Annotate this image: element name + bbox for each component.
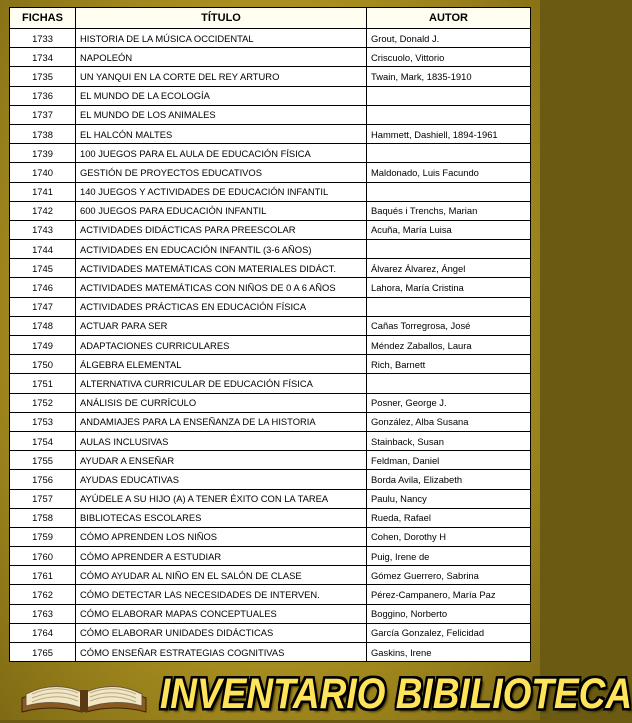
banner-title: INVENTARIO BIBILIOTECA [160, 670, 632, 718]
table-row [10, 393, 531, 412]
ficha-cell: 1743 [10, 220, 76, 239]
titulo-cell: CÓMO APRENDEN LOS NIÑOS [76, 527, 367, 546]
ficha-cell: 1758 [10, 508, 76, 527]
table-row [10, 355, 531, 374]
titulo-cell: ANÁLISIS DE CURRÍCULO [76, 393, 367, 412]
titulo-cell: ACTIVIDADES MATEMÁTICAS CON NIÑOS DE 0 A 6 AÑOS [76, 278, 367, 297]
autor-cell: Rich, Barnett [367, 355, 531, 374]
titulo-cell: ACTIVIDADES EN EDUCACIÓN INFANTIL (3-6 AÑOS) [76, 240, 367, 259]
ficha-cell: 1765 [10, 643, 76, 662]
table-row [10, 643, 531, 662]
autor-cell: Criscuolo, Vittorio [367, 48, 531, 67]
autor-cell: Acuña, María Luisa [367, 220, 531, 239]
titulo-cell: NAPOLEÓN [76, 48, 367, 67]
autor-cell: Stainback, Susan [367, 431, 531, 450]
autor-cell: Hammett, Dashiell, 1894-1961 [367, 124, 531, 143]
table-row [10, 336, 531, 355]
ficha-cell: 1742 [10, 201, 76, 220]
ficha-cell: 1751 [10, 374, 76, 393]
autor-cell: Feldman, Daniel [367, 451, 531, 470]
table-header-row [10, 8, 531, 29]
titulo-cell: HISTORIA DE LA MÚSICA OCCIDENTAL [76, 29, 367, 48]
table-row [10, 86, 531, 105]
ficha-cell: 1762 [10, 585, 76, 604]
ficha-cell: 1761 [10, 566, 76, 585]
table-row [10, 29, 531, 48]
inventory-table [9, 7, 531, 662]
table-row [10, 297, 531, 316]
ficha-cell: 1735 [10, 67, 76, 86]
autor-cell: Lahora, María Cristina [367, 278, 531, 297]
autor-cell [367, 144, 531, 163]
autor-cell: Twain, Mark, 1835-1910 [367, 67, 531, 86]
table-row [10, 278, 531, 297]
table-row [10, 105, 531, 124]
autor-cell: Gaskins, Irene [367, 643, 531, 662]
table-row [10, 412, 531, 431]
autor-cell: Paulu, Nancy [367, 489, 531, 508]
titulo-cell: CÓMO APRENDER A ESTUDIAR [76, 547, 367, 566]
table-row [10, 508, 531, 527]
ficha-cell: 1750 [10, 355, 76, 374]
table-row [10, 48, 531, 67]
table-row [10, 316, 531, 335]
autor-cell: Posner, George J. [367, 393, 531, 412]
autor-cell: Boggino, Norberto [367, 604, 531, 623]
table-row [10, 527, 531, 546]
table-row [10, 182, 531, 201]
titulo-cell: AYÚDELE A SU HIJO (A) A TENER ÉXITO CON LA TAREA [76, 489, 367, 508]
ficha-cell: 1757 [10, 489, 76, 508]
ficha-cell: 1760 [10, 547, 76, 566]
table-row [10, 451, 531, 470]
ficha-cell: 1737 [10, 105, 76, 124]
titulo-cell: ALTERNATIVA CURRICULAR DE EDUCACIÓN FÍSICA [76, 374, 367, 393]
ficha-cell: 1759 [10, 527, 76, 546]
table-row [10, 220, 531, 239]
ficha-cell: 1747 [10, 297, 76, 316]
header-autor: AUTOR [367, 8, 531, 29]
ficha-cell: 1756 [10, 470, 76, 489]
titulo-cell: EL MUNDO DE LOS ANIMALES [76, 105, 367, 124]
ficha-cell: 1748 [10, 316, 76, 335]
titulo-cell: 100 JUEGOS PARA EL AULA DE EDUCACIÓN FÍSICA [76, 144, 367, 163]
ficha-cell: 1740 [10, 163, 76, 182]
ficha-cell: 1741 [10, 182, 76, 201]
table-row [10, 144, 531, 163]
titulo-cell: ACTIVIDADES DIDÁCTICAS PARA PREESCOLAR [76, 220, 367, 239]
ficha-cell: 1749 [10, 336, 76, 355]
table-row [10, 259, 531, 278]
autor-cell [367, 297, 531, 316]
ficha-cell: 1755 [10, 451, 76, 470]
header-fichas: FICHAS [10, 8, 76, 29]
table-body [10, 29, 531, 662]
ficha-cell: 1739 [10, 144, 76, 163]
titulo-cell: AYUDAR A ENSEÑAR [76, 451, 367, 470]
autor-cell: Maldonado, Luis Facundo [367, 163, 531, 182]
ficha-cell: 1738 [10, 124, 76, 143]
titulo-cell: AULAS INCLUSIVAS [76, 431, 367, 450]
autor-cell: García Gonzalez, Felicidad [367, 623, 531, 642]
table-row [10, 623, 531, 642]
table-row [10, 566, 531, 585]
table-row [10, 374, 531, 393]
open-book-icon [18, 668, 150, 716]
ficha-cell: 1733 [10, 29, 76, 48]
titulo-cell: ACTIVIDADES PRÁCTICAS EN EDUCACIÓN FÍSICA [76, 297, 367, 316]
autor-cell [367, 240, 531, 259]
autor-cell [367, 86, 531, 105]
table-row [10, 240, 531, 259]
titulo-cell: ÁLGEBRA ELEMENTAL [76, 355, 367, 374]
autor-cell: Cohen, Dorothy H [367, 527, 531, 546]
titulo-cell: UN YANQUI EN LA CORTE DEL REY ARTURO [76, 67, 367, 86]
titulo-cell: CÓMO ELABORAR MAPAS CONCEPTUALES [76, 604, 367, 623]
table-row [10, 431, 531, 450]
autor-cell: Puig, Irene de [367, 547, 531, 566]
table-row [10, 489, 531, 508]
autor-cell [367, 105, 531, 124]
ficha-cell: 1734 [10, 48, 76, 67]
ficha-cell: 1753 [10, 412, 76, 431]
autor-cell: Grout, Donald J. [367, 29, 531, 48]
ficha-cell: 1745 [10, 259, 76, 278]
titulo-cell: ACTIVIDADES MATEMÁTICAS CON MATERIALES DIDÁCT. [76, 259, 367, 278]
ficha-cell: 1764 [10, 623, 76, 642]
table-row [10, 547, 531, 566]
autor-cell: Rueda, Rafael [367, 508, 531, 527]
footer-banner-area [0, 664, 632, 720]
table-row [10, 201, 531, 220]
table-row [10, 585, 531, 604]
autor-cell: Álvarez Álvarez, Ángel [367, 259, 531, 278]
autor-cell [367, 182, 531, 201]
titulo-cell: 600 JUEGOS PARA EDUCACIÓN INFANTIL [76, 201, 367, 220]
autor-cell: Pérez-Campanero, María Paz [367, 585, 531, 604]
titulo-cell: EL HALCÓN MALTES [76, 124, 367, 143]
autor-cell: Gómez Guerrero, Sabrina [367, 566, 531, 585]
ficha-cell: 1744 [10, 240, 76, 259]
titulo-cell: BIBLIOTECAS ESCOLARES [76, 508, 367, 527]
titulo-cell: CÓMO ENSEÑAR ESTRATEGIAS COGNITIVAS [76, 643, 367, 662]
ficha-cell: 1746 [10, 278, 76, 297]
titulo-cell: ADAPTACIONES CURRICULARES [76, 336, 367, 355]
header-titulo: TÍTULO [76, 8, 367, 29]
autor-cell: Cañas Torregrosa, José [367, 316, 531, 335]
titulo-cell: CÓMO ELABORAR UNIDADES DIDÁCTICAS [76, 623, 367, 642]
table-row [10, 124, 531, 143]
ficha-cell: 1763 [10, 604, 76, 623]
titulo-cell: CÓMO DETECTAR LAS NECESIDADES DE INTERVEN. [76, 585, 367, 604]
autor-cell [367, 374, 531, 393]
table-row [10, 470, 531, 489]
titulo-cell: GESTIÓN DE PROYECTOS EDUCATIVOS [76, 163, 367, 182]
titulo-cell: ANDAMIAJES PARA LA ENSEÑANZA DE LA HISTORIA [76, 412, 367, 431]
autor-cell: Méndez Zaballos, Laura [367, 336, 531, 355]
titulo-cell: EL MUNDO DE LA ECOLOGÍA [76, 86, 367, 105]
autor-cell: Baqués i Trenchs, Marian [367, 201, 531, 220]
autor-cell: González, Alba Susana [367, 412, 531, 431]
titulo-cell: 140 JUEGOS Y ACTIVIDADES DE EDUCACIÓN INFANTIL [76, 182, 367, 201]
titulo-cell: CÓMO AYUDAR AL NIÑO EN EL SALÓN DE CLASE [76, 566, 367, 585]
titulo-cell: AYUDAS EDUCATIVAS [76, 470, 367, 489]
table-row [10, 163, 531, 182]
table-row [10, 604, 531, 623]
autor-cell: Borda Avila, Elizabeth [367, 470, 531, 489]
table-row [10, 67, 531, 86]
inventory-table-container [9, 7, 530, 662]
titulo-cell: ACTUAR PARA SER [76, 316, 367, 335]
ficha-cell: 1752 [10, 393, 76, 412]
ficha-cell: 1736 [10, 86, 76, 105]
ficha-cell: 1754 [10, 431, 76, 450]
